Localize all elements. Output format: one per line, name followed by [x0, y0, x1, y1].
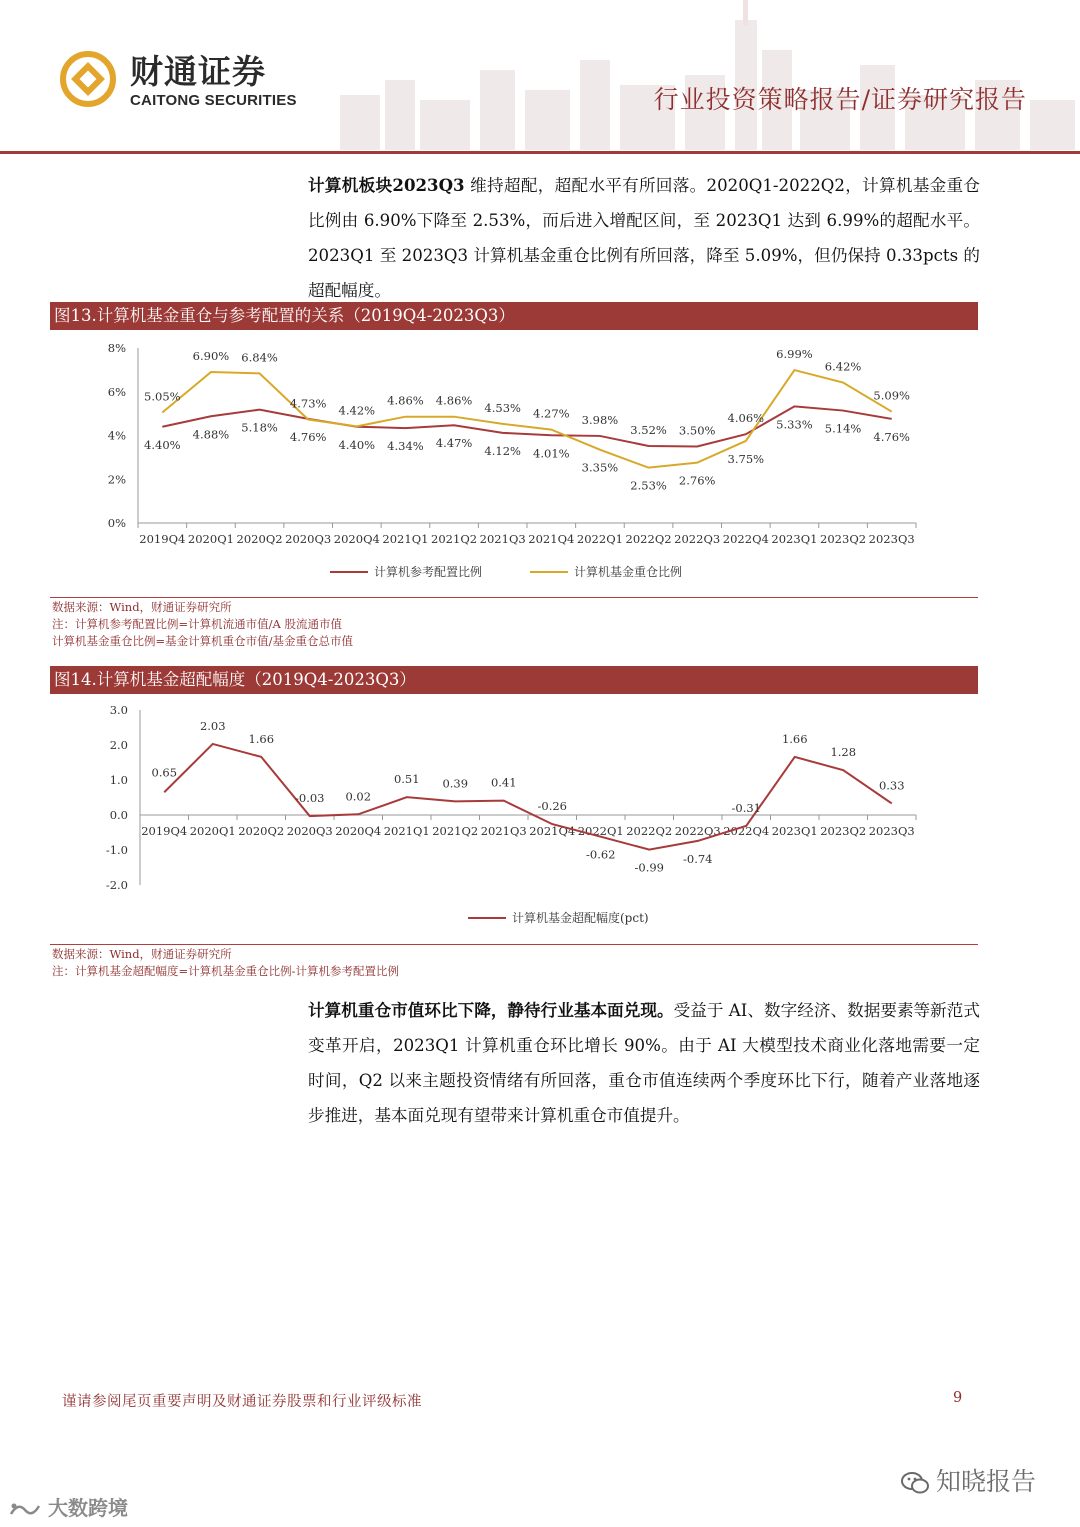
watermark-left-text: 大数跨境 — [48, 1496, 128, 1520]
data-label-overweight: 1.28 — [830, 745, 857, 760]
data-label-reference: 4.47% — [435, 436, 473, 451]
data-label-fund: 3.35% — [581, 460, 619, 475]
data-label-fund: 3.75% — [727, 451, 765, 466]
figure14-note-source: 数据来源：Wind，财通证券研究所 — [52, 947, 232, 961]
para1-lead: 计算机板块 — [308, 175, 393, 195]
data-label-overweight: -0.62 — [586, 847, 616, 862]
x-tick-label: 2019Q4 — [139, 532, 186, 546]
data-label-overweight: 0.39 — [442, 776, 469, 791]
x-tick-label: 2020Q3 — [286, 824, 333, 838]
data-label-reference: 4.76% — [873, 429, 910, 444]
x-tick-label: 2023Q2 — [820, 532, 867, 546]
data-label-fund: 2.76% — [678, 473, 716, 488]
wechat-icon — [900, 1470, 930, 1496]
legend-label-overweight: 计算机基金超配幅度(pct) — [512, 911, 649, 925]
x-tick-label: 2022Q3 — [674, 824, 721, 838]
watermark-dashu — [8, 1492, 128, 1521]
figure13-note-fund: 计算机基金重仓比例=基金计算机重仓市值/基金重仓总市值 — [52, 634, 354, 648]
data-label-overweight: 0.02 — [345, 789, 372, 804]
data-label-reference: 4.06% — [727, 411, 765, 426]
x-tick-label: 2022Q4 — [722, 532, 769, 546]
y-tick-label: 0.0 — [109, 808, 128, 822]
data-label-reference: 4.12% — [484, 443, 521, 458]
data-label-reference: 3.98% — [581, 412, 619, 427]
data-label-fund: 2.53% — [630, 478, 667, 493]
figure13-chart — [50, 330, 978, 595]
data-label-overweight: -0.03 — [295, 791, 325, 806]
data-label-reference: 3.50% — [678, 423, 716, 438]
para2-lead: 计算机重仓市值环比下降，静待行业基本面兑现。 — [308, 1000, 674, 1020]
x-tick-label: 2022Q2 — [626, 824, 673, 838]
y-tick-label: 0% — [107, 516, 126, 530]
x-tick-label: 2020Q2 — [236, 532, 283, 546]
data-label-overweight: 1.66 — [248, 731, 275, 746]
legend-label-fund: 计算机基金重仓比例 — [574, 565, 683, 579]
data-label-reference: 5.33% — [776, 417, 813, 432]
data-label-reference: 4.34% — [387, 439, 424, 454]
x-tick-label: 2021Q3 — [480, 824, 527, 838]
data-label-overweight: -0.26 — [537, 799, 567, 814]
x-tick-label: 2021Q1 — [382, 532, 429, 546]
header-divider — [0, 151, 1080, 154]
data-label-overweight: 1.66 — [781, 731, 808, 746]
x-tick-label: 2021Q4 — [529, 824, 576, 838]
x-tick-label: 2021Q2 — [431, 532, 478, 546]
data-label-reference: 5.14% — [824, 421, 862, 436]
data-label-fund: 6.90% — [192, 349, 230, 364]
company-name-en: CAITONG SECURITIES — [130, 92, 297, 109]
para2-text: 受益于 AI、数字经济、数据要素等新范式变革开启，2023Q1 计算机重仓环比增长 90%。由于 AI 大模型技术商业化落地需要一定时间，Q2 以来主题投资情绪有所回落，重仓市值连续两个季度环比下行，随着产业落地逐步推进，基本面兑现有望带来计算机重仓市值提升。 — [308, 1001, 981, 1125]
data-label-fund: 5.09% — [873, 388, 910, 403]
y-tick-label: -2.0 — [105, 878, 128, 892]
data-label-reference: 4.76% — [289, 429, 327, 444]
data-label-fund: 4.86% — [435, 393, 473, 408]
paragraph-overweight — [308, 168, 980, 308]
y-tick-label: 8% — [107, 341, 126, 355]
y-tick-label: 3.0 — [109, 703, 128, 717]
data-label-fund: 4.53% — [484, 400, 521, 415]
x-tick-label: 2023Q3 — [868, 824, 915, 838]
x-tick-label: 2020Q4 — [335, 824, 382, 838]
figure14-note-formula: 注：计算机基金超配幅度=计算机基金重仓比例-计算机参考配置比例 — [52, 964, 400, 978]
y-tick-label: 6% — [107, 384, 126, 399]
x-tick-label: 2022Q3 — [674, 532, 721, 546]
page-number: 9 — [953, 1390, 963, 1406]
x-tick-label: 2020Q4 — [333, 532, 380, 546]
legend-label-reference: 计算机参考配置比例 — [374, 565, 483, 579]
data-label-overweight: -0.31 — [731, 800, 761, 815]
y-tick-label: 2% — [107, 472, 126, 487]
watermark-right-text: 知晓报告 — [936, 1467, 1037, 1496]
figure13-bottom-rule — [50, 597, 978, 598]
x-tick-label: 2021Q1 — [383, 824, 430, 838]
data-label-fund: 6.99% — [776, 347, 813, 362]
figure13-note-source: 数据来源：Wind，财通证券研究所 — [52, 600, 232, 614]
x-tick-label: 2023Q1 — [771, 532, 818, 546]
data-label-reference: 4.01% — [533, 446, 570, 461]
x-tick-label: 2021Q3 — [479, 532, 526, 546]
x-tick-label: 2019Q4 — [141, 824, 188, 838]
page-header — [0, 0, 1080, 160]
x-tick-label: 2020Q1 — [187, 532, 234, 546]
data-label-reference: 4.40% — [338, 437, 376, 452]
report-type: 行业投资策略报告/证券研究报告 — [653, 85, 1027, 114]
company-name-cn: 财通证券 — [130, 52, 266, 91]
y-tick-label: 2.0 — [109, 738, 128, 752]
data-label-reference: 4.40% — [144, 437, 181, 452]
data-label-fund: 6.84% — [241, 350, 278, 365]
data-label-overweight: 0.33 — [878, 778, 905, 793]
skyline-background — [330, 0, 1080, 150]
data-label-overweight: 0.41 — [490, 775, 517, 790]
figure14-title: 图14.计算机基金超配幅度（2019Q4-2023Q3） — [50, 666, 978, 694]
data-label-reference: 3.52% — [630, 423, 667, 437]
data-label-reference: 4.88% — [192, 427, 230, 442]
data-label-fund: 4.27% — [533, 406, 570, 421]
x-tick-label: 2023Q1 — [771, 824, 818, 838]
data-label-fund: 4.86% — [387, 393, 424, 408]
para1-text: 维持超配，超配水平有所回落。2020Q1-2022Q2，计算机基金重仓比例由 6.90%下降至 2.53%，而后进入增配区间，至 2023Q1 达到 6.99%的超配水平。2023Q1 至 2023Q3 计算机基金重仓比例有所回落，降至 5.09%，但仍保持 0.33pcts 的超配幅度。 — [308, 176, 980, 300]
x-tick-label: 2021Q4 — [528, 532, 575, 546]
caitong-logo-icon — [60, 48, 116, 110]
data-label-fund: 5.05% — [144, 389, 181, 404]
figure14-bottom-rule — [50, 944, 978, 945]
x-tick-label: 2022Q2 — [625, 532, 672, 546]
data-label-reference: 5.18% — [241, 420, 278, 435]
data-label-overweight: -0.99 — [634, 860, 664, 875]
x-tick-label: 2023Q3 — [868, 532, 915, 546]
x-tick-label: 2022Q1 — [577, 824, 624, 838]
figure13-svg — [50, 330, 978, 595]
figure13-title: 图13.计算机基金重仓与参考配置的关系（2019Q4-2023Q3） — [50, 302, 978, 330]
data-label-fund: 4.42% — [338, 403, 376, 418]
x-tick-label: 2020Q3 — [285, 532, 332, 546]
x-tick-label: 2021Q2 — [432, 824, 479, 838]
figure14-svg — [50, 694, 978, 942]
y-tick-label: 1.0 — [109, 773, 128, 787]
para1-period: 2023Q3 — [392, 175, 465, 195]
footer-disclaimer: 谨请参阅尾页重要声明及财通证券股票和行业评级标准 — [62, 1394, 422, 1410]
x-tick-label: 2020Q2 — [238, 824, 285, 838]
data-label-fund: 4.73% — [289, 396, 327, 411]
figure13-note-ref: 注：计算机参考配置比例=计算机流通市值/A 股流通市值 — [52, 617, 342, 631]
paragraph-market-value — [308, 993, 980, 1133]
x-tick-label: 2022Q1 — [576, 532, 623, 546]
data-label-overweight: 0.65 — [151, 765, 178, 780]
y-tick-label: 4% — [107, 428, 126, 443]
watermark-logo-icon — [8, 1500, 42, 1520]
data-label-overweight: -0.74 — [683, 851, 713, 866]
figure14-chart — [50, 694, 978, 942]
x-tick-label: 2022Q4 — [723, 824, 770, 838]
y-tick-label: -1.0 — [105, 843, 128, 857]
x-tick-label: 2023Q2 — [820, 824, 867, 838]
x-tick-label: 2020Q1 — [189, 824, 236, 838]
data-label-overweight: 0.51 — [393, 772, 420, 787]
watermark-zhixiao — [900, 1462, 1036, 1498]
data-label-overweight: 2.03 — [199, 718, 226, 733]
data-label-fund: 6.42% — [824, 359, 862, 374]
